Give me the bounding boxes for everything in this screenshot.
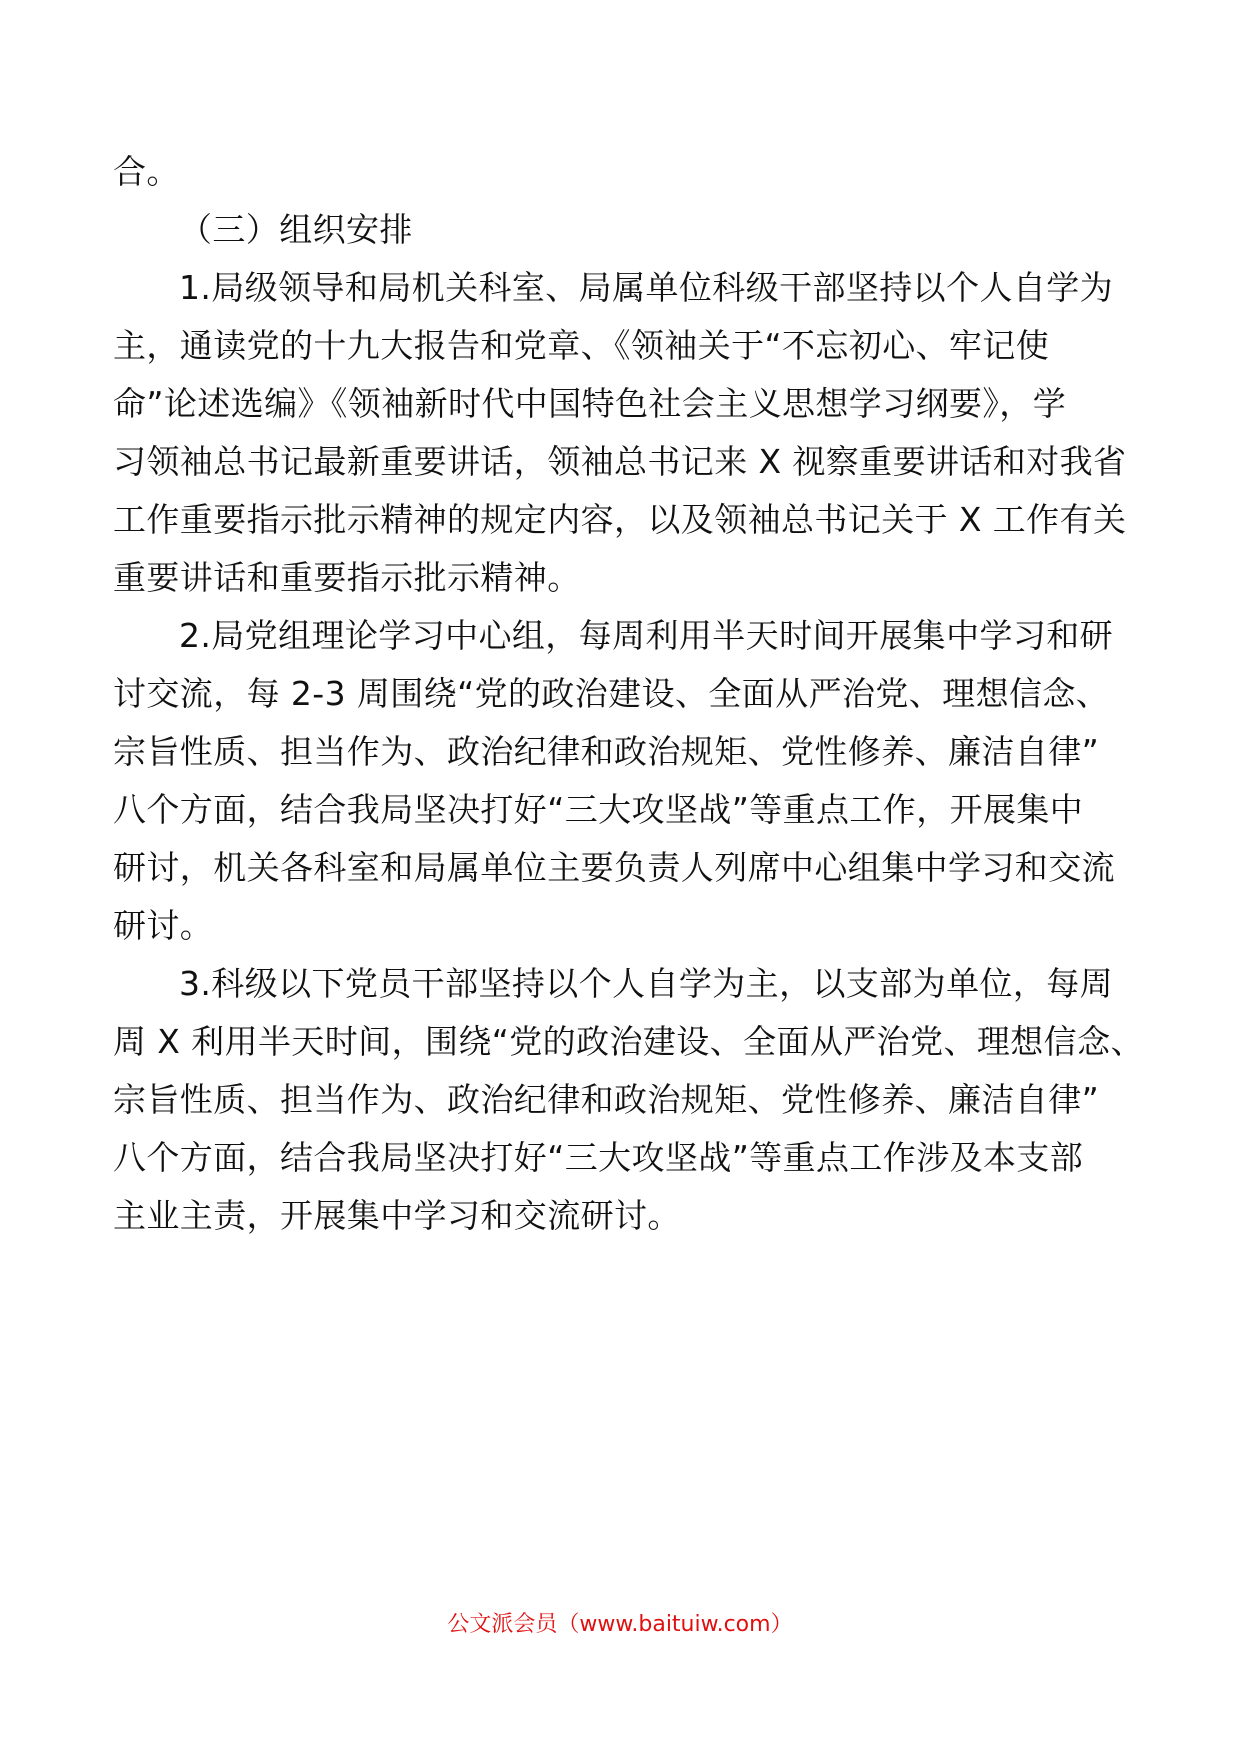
text-line-1: 合。 [113,152,180,191]
paragraph-3-line-5: 主业主责，开展集中学习和交流研讨。 [113,1196,681,1235]
paragraph-2-line-5: 研讨，机关各科室和局属单位主要负责人列席中心组集中学习和交流 [113,848,1115,887]
paragraph-2-line-2: 讨交流，每 2-3 周围绕“党的政治建设、全面从严治党、理想信念、 [113,674,1110,713]
footer-watermark: 公文派会员（www.baituiw.com） [447,1612,793,1637]
paragraph-1-line-6: 重要讲话和重要指示批示精神。 [113,558,581,597]
paragraph-2-line-1: 2.局党组理论学习中心组，每周利用半天时间开展集中学习和研 [179,616,1114,655]
paragraph-3-line-3: 宗旨性质、担当作为、政治纪律和政治规矩、党性修养、廉洁自律” [113,1080,1100,1119]
paragraph-1-line-1: 1.局级领导和局机关科室、局属单位科级干部坚持以个人自学为 [179,268,1114,307]
paragraph-2-line-3: 宗旨性质、担当作为、政治纪律和政治规矩、党性修养、廉洁自律” [113,732,1100,771]
paragraph-1-line-3: 命”论述选编》《领袖新时代中国特色社会主义思想学习纲要》，学 [113,384,1067,423]
paragraph-3-line-2: 周 X 利用半天时间，围绕“党的政治建设、全面从严治党、理想信念、 [113,1022,1144,1061]
section-heading: （三）组织安排 [179,210,413,249]
paragraph-1-line-5: 工作重要指示批示精神的规定内容，以及领袖总书记关于 X 工作有关 [113,500,1127,539]
paragraph-1-line-4: 习领袖总书记最新重要讲话，领袖总书记来 X 视察重要讲话和对我省 [113,442,1127,481]
paragraph-3-line-4: 八个方面，结合我局坚决打好“三大攻坚战”等重点工作涉及本支部 [113,1138,1084,1177]
paragraph-2-line-4: 八个方面，结合我局坚决打好“三大攻坚战”等重点工作，开展集中 [113,790,1084,829]
paragraph-1-line-2: 主，通读党的十九大报告和党章、《领袖关于“不忘初心、牢记使 [113,326,1050,365]
paragraph-3-line-1: 3.科级以下党员干部坚持以个人自学为主，以支部为单位，每周 [179,964,1114,1003]
paragraph-2-line-6: 研讨。 [113,906,214,945]
